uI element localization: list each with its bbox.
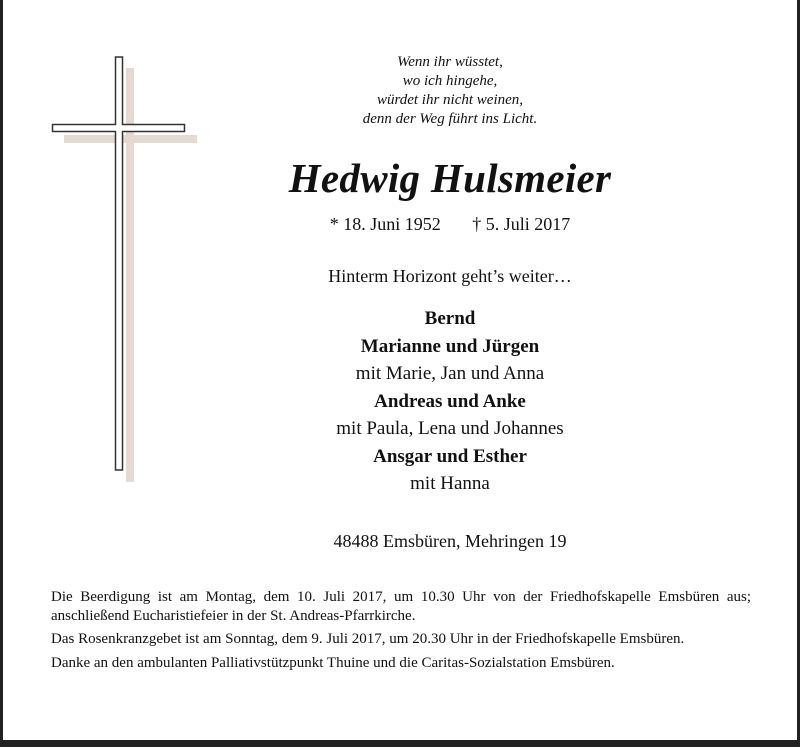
- family-member-children: mit Hanna: [410, 473, 490, 494]
- family-member: Marianne und Jürgen: [360, 335, 540, 357]
- family-list: [250, 305, 650, 498]
- poem-line: wo ich hingehe,: [402, 73, 498, 89]
- deceased-name: Hedwig Hulsmeier: [288, 155, 612, 201]
- funeral-note: Die Beerdigung ist am Montag, dem 10. Juli 2017, um 10.30 Uhr von der Friedhofskapelle Emsbüren aus; anschließend Eucharistiefeier in der St. Andreas-Pfarrkirche.: [51, 589, 751, 624]
- poem-line: Wenn ihr wüsstet,: [397, 54, 503, 70]
- poem: [250, 53, 650, 129]
- rosary-note: Das Rosenkranzgebet ist am Sonntag, dem 9. Juli 2017, um 20.30 Uhr in der Friedhofskapelle Emsbüren.: [51, 631, 685, 647]
- death-date: † 5. Juli 2017: [472, 214, 571, 234]
- family-member-children: mit Marie, Jan und Anna: [355, 363, 545, 384]
- cross-icon: [0, 0, 210, 500]
- family-member: Bernd: [424, 308, 476, 329]
- family-member: Andreas und Anke: [374, 390, 526, 412]
- family-member-children: mit Paula, Lena und Johannes: [336, 418, 564, 439]
- poem-line: denn der Weg führt ins Licht.: [362, 111, 538, 127]
- life-dates: [250, 212, 650, 236]
- notes: [51, 588, 751, 677]
- birth-date: * 18. Juni 1952: [329, 214, 441, 234]
- family-member: Ansgar und Esther: [373, 445, 527, 467]
- motto: Hinterm Horizont geht’s weiter…: [328, 266, 572, 286]
- address: 48488 Emsbüren, Mehringen 19: [333, 531, 567, 551]
- thanks-note: Danke an den ambulanten Palliativstützpunkt Thuine und die Caritas-Sozialstation Emsbüren.: [51, 654, 615, 671]
- cross-outline: [53, 57, 185, 470]
- poem-line: würdet ihr nicht weinen,: [376, 92, 524, 108]
